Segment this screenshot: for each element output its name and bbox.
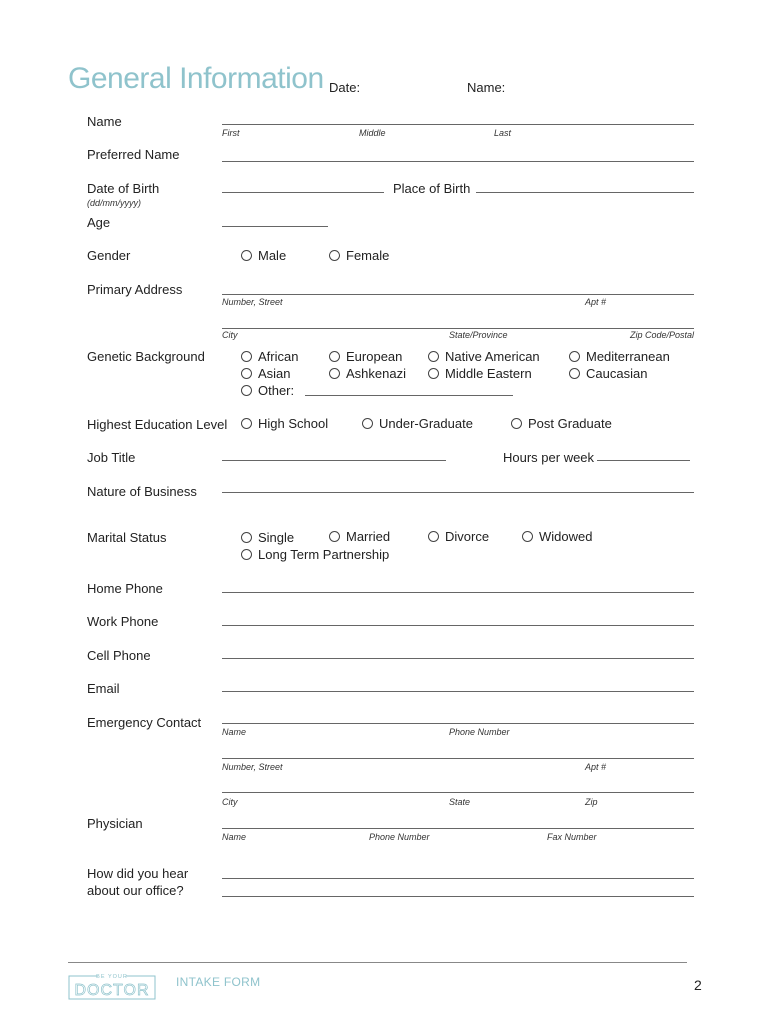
preferred-name-label: Preferred Name — [87, 147, 180, 162]
radio-icon[interactable] — [329, 351, 340, 362]
genetic-option-african[interactable]: African — [241, 349, 298, 364]
radio-icon[interactable] — [241, 250, 252, 261]
name-field[interactable] — [222, 124, 694, 125]
name-last-caption: Last — [494, 128, 512, 138]
physician-field[interactable] — [222, 828, 694, 829]
home-phone-field[interactable] — [222, 592, 694, 593]
genetic-option-mediterranean[interactable]: Mediterranean — [569, 349, 670, 364]
nature-of-business-field[interactable] — [222, 492, 694, 493]
emergency-apt-caption: Apt # — [585, 762, 607, 772]
emergency-city-field[interactable] — [222, 792, 694, 793]
radio-icon[interactable] — [241, 418, 252, 429]
marital-option-single[interactable]: Single — [241, 530, 294, 545]
radio-icon[interactable] — [522, 531, 533, 542]
email-label: Email — [87, 681, 120, 696]
genetic-option-european[interactable]: European — [329, 349, 402, 364]
address-state-caption: State/Province — [449, 330, 508, 340]
physician-name-caption: Name — [222, 832, 247, 842]
radio-icon[interactable] — [329, 250, 340, 261]
radio-icon[interactable] — [329, 368, 340, 379]
cell-phone-field[interactable] — [222, 658, 694, 659]
address-street-field[interactable] — [222, 294, 694, 295]
education-label: Highest Education Level — [87, 417, 228, 432]
radio-icon[interactable] — [241, 385, 252, 396]
radio-icon[interactable] — [241, 368, 252, 379]
radio-icon[interactable] — [241, 351, 252, 362]
email-field[interactable] — [222, 691, 694, 692]
emergency-state-caption: State — [449, 797, 471, 807]
radio-icon[interactable] — [362, 418, 373, 429]
genetic-option-native-american[interactable]: Native American — [428, 349, 540, 364]
date-label: Date: — [329, 80, 361, 95]
name-first-caption: First — [222, 128, 240, 138]
hours-per-week-field[interactable] — [597, 460, 690, 461]
radio-icon[interactable] — [428, 351, 439, 362]
job-title-field[interactable] — [222, 460, 446, 461]
page-title: General Information — [68, 62, 324, 95]
be-your-doctor-logo — [68, 968, 156, 1000]
radio-icon[interactable] — [511, 418, 522, 429]
place-of-birth-label: Place of Birth — [393, 181, 471, 196]
name-header-label: Name: — [467, 80, 506, 95]
hours-per-week-label: Hours per week — [503, 450, 595, 465]
page-number: 2 — [694, 977, 702, 993]
gender-option-male[interactable]: Male — [241, 248, 286, 263]
gender-label: Gender — [87, 248, 131, 263]
gender-option-female[interactable]: Female — [329, 248, 389, 263]
how-hear-label-line2: about our office? — [87, 883, 184, 898]
marital-option-divorce[interactable]: Divorce — [428, 529, 489, 544]
marital-option-long-term-partnership[interactable]: Long Term Partnership — [241, 547, 389, 562]
radio-icon[interactable] — [241, 549, 252, 560]
emergency-street-caption: Number, Street — [222, 762, 283, 772]
emergency-street-field[interactable] — [222, 758, 694, 759]
education-option-under-graduate[interactable]: Under-Graduate — [362, 416, 473, 431]
radio-icon[interactable] — [428, 368, 439, 379]
footer-divider — [68, 962, 687, 963]
place-of-birth-field[interactable] — [476, 192, 694, 193]
genetic-option-middle-eastern[interactable]: Middle Eastern — [428, 366, 532, 381]
address-street-caption: Number, Street — [222, 297, 283, 307]
radio-icon[interactable] — [569, 351, 580, 362]
logo-main-text: DOCTOR — [74, 982, 150, 999]
emergency-zip-caption: Zip — [585, 797, 598, 807]
genetic-option-caucasian[interactable]: Caucasian — [569, 366, 647, 381]
physician-fax-caption: Fax Number — [547, 832, 597, 842]
home-phone-label: Home Phone — [87, 581, 163, 596]
genetic-other-field[interactable] — [305, 395, 513, 396]
genetic-option-ashkenazi[interactable]: Ashkenazi — [329, 366, 406, 381]
logo-top-text: BE YOUR — [96, 974, 128, 980]
radio-icon[interactable] — [241, 532, 252, 543]
dob-field[interactable] — [222, 192, 384, 193]
job-title-label: Job Title — [87, 450, 136, 465]
how-hear-field-2[interactable] — [222, 896, 694, 897]
marital-option-married[interactable]: Married — [329, 529, 390, 544]
name-middle-caption: Middle — [359, 128, 386, 138]
primary-address-label: Primary Address — [87, 282, 183, 297]
age-field[interactable] — [222, 226, 328, 227]
emergency-name-caption: Name — [222, 727, 247, 737]
emergency-name-field[interactable] — [222, 723, 694, 724]
preferred-name-field[interactable] — [222, 161, 694, 162]
work-phone-label: Work Phone — [87, 614, 159, 629]
physician-phone-caption: Phone Number — [369, 832, 430, 842]
radio-icon[interactable] — [329, 531, 340, 542]
marital-status-label: Marital Status — [87, 530, 167, 545]
emergency-phone-caption: Phone Number — [449, 727, 510, 737]
form-name: INTAKE FORM — [176, 975, 261, 989]
physician-label: Physician — [87, 816, 143, 831]
work-phone-field[interactable] — [222, 625, 694, 626]
address-city-caption: City — [222, 330, 238, 340]
genetic-background-label: Genetic Background — [87, 349, 205, 364]
nature-of-business-label: Nature of Business — [87, 484, 197, 499]
emergency-contact-label: Emergency Contact — [87, 715, 202, 730]
emergency-city-caption: City — [222, 797, 238, 807]
radio-icon[interactable] — [569, 368, 580, 379]
how-hear-field-1[interactable] — [222, 878, 694, 879]
genetic-option-other[interactable]: Other: — [241, 383, 294, 398]
radio-icon[interactable] — [428, 531, 439, 542]
dob-label: Date of Birth — [87, 181, 160, 196]
education-option-post-graduate[interactable]: Post Graduate — [511, 416, 612, 431]
education-option-high-school[interactable]: High School — [241, 416, 328, 431]
address-apt-caption: Apt # — [585, 297, 607, 307]
cell-phone-label: Cell Phone — [87, 648, 151, 663]
dob-format-hint: (dd/mm/yyyy) — [87, 198, 141, 208]
address-zip-caption: Zip Code/Postal — [630, 330, 695, 340]
age-label: Age — [87, 215, 111, 230]
name-label: Name — [87, 114, 122, 129]
genetic-option-asian[interactable]: Asian — [241, 366, 291, 381]
address-city-field[interactable] — [222, 328, 694, 329]
marital-option-widowed[interactable]: Widowed — [522, 529, 592, 544]
how-hear-label-line1: How did you hear — [87, 866, 189, 881]
